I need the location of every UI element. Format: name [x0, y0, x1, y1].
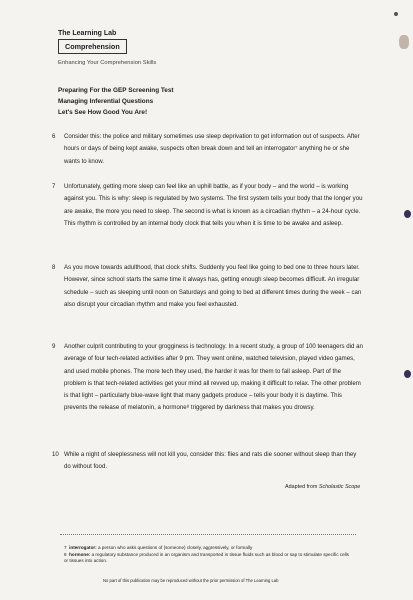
- footnote-number: 7: [64, 545, 67, 550]
- source-prefix: Adapted from: [285, 484, 319, 490]
- question-text: While a night of sleeplessness will not kill you, consider this: flies and rats die sooner without sleep than they do without food.: [64, 451, 357, 471]
- binder-hole: [404, 370, 411, 378]
- question-number: 10: [52, 451, 59, 458]
- question-text: Another culprit contributing to your grogginess is technology. In a recent study, a group of 100 teenagers did an average of four tech-related activities after 9 pm. They went online, watched television, played video games, and used mobile phones. The more tech they used, the harder it was for them to fall asleep. Part of the problem is that tech-related activities get your mind all revved up, making it difficult to relax. The other problem is that light – particularly blue-wave light that many gadgets produce – tells your body it is daytime. This prevents the release of melatonin, a hormone⁸ triggered by darkness that makes you drowsy.: [64, 343, 363, 412]
- binder-hole: [404, 210, 411, 218]
- page-subtitle: Enhancing Your Comprehension Skills: [58, 60, 157, 66]
- question-number: 6: [52, 133, 56, 140]
- question-item: [52, 449, 364, 474]
- brand-name: The Learning Lab: [58, 30, 117, 37]
- footnote-divider: [60, 534, 356, 535]
- footnote: [64, 545, 354, 551]
- footnote: [64, 552, 354, 564]
- footnote-term: hormone:: [69, 552, 91, 557]
- source-title: Scholastic Scope: [318, 484, 361, 490]
- section-label: Comprehension: [58, 39, 127, 54]
- question-item: [52, 341, 364, 415]
- footnote-definition: a regulatory substance produced in an organism and transported in tissue fluids such as blood or sap to stimulate specific cells or tissues into action.: [64, 552, 349, 563]
- ink-mark: [394, 12, 398, 16]
- footnote-number: 8: [64, 552, 67, 557]
- heading-test: Preparing For the GEP Screening Test: [58, 87, 174, 94]
- copyright-notice: No part of this publication may be reproduced without the prior permission of The Learning Lab: [103, 578, 279, 583]
- question-number: 9: [52, 343, 56, 350]
- question-item: [52, 131, 364, 168]
- question-text: Consider this: the police and military sometimes use sleep deprivation to get information out of suspects. After hours or days of being kept awake, suspects often break down and tell an interrogator⁷ anything he or she wants to know.: [64, 133, 360, 165]
- question-item: [52, 181, 364, 230]
- stain-mark: [399, 35, 409, 49]
- question-number: 7: [52, 183, 56, 190]
- footnote-definition: a person who asks questions of (someone) closely, aggressively, or formally: [96, 545, 253, 550]
- heading-topic: Managing Inferential Questions: [58, 98, 154, 105]
- question-text: As you move towards adulthood, that clock shifts. Suddenly you feel like going to bed one to three hours later. However, since school starts the same time it always has, getting enough sleep becomes difficult. An irregular schedule – such as sleeping until noon on Saturdays and going to bed at different times during the week – can also disrupt your circadian rhythm and make you feel exhausted.: [64, 264, 362, 308]
- question-item: [52, 262, 364, 311]
- source-credit: [285, 484, 360, 490]
- footnote-term: interrogator:: [69, 545, 97, 550]
- question-number: 8: [52, 264, 56, 271]
- question-text: Unfortunately, getting more sleep can feel like an uphill battle, as if your body – and the world – is working against you. This is why: sleep is regulated by two systems. The first system tells your body that the longer you are awake, the more you need to sleep. The second is what is known as a circadian rhythm – a 24-hour cycle. This rhythm is controlled by an internal body clock that tells you when it is time to be awake and asleep.: [64, 183, 363, 227]
- heading-challenge: Let's See How Good You Are!: [58, 109, 148, 116]
